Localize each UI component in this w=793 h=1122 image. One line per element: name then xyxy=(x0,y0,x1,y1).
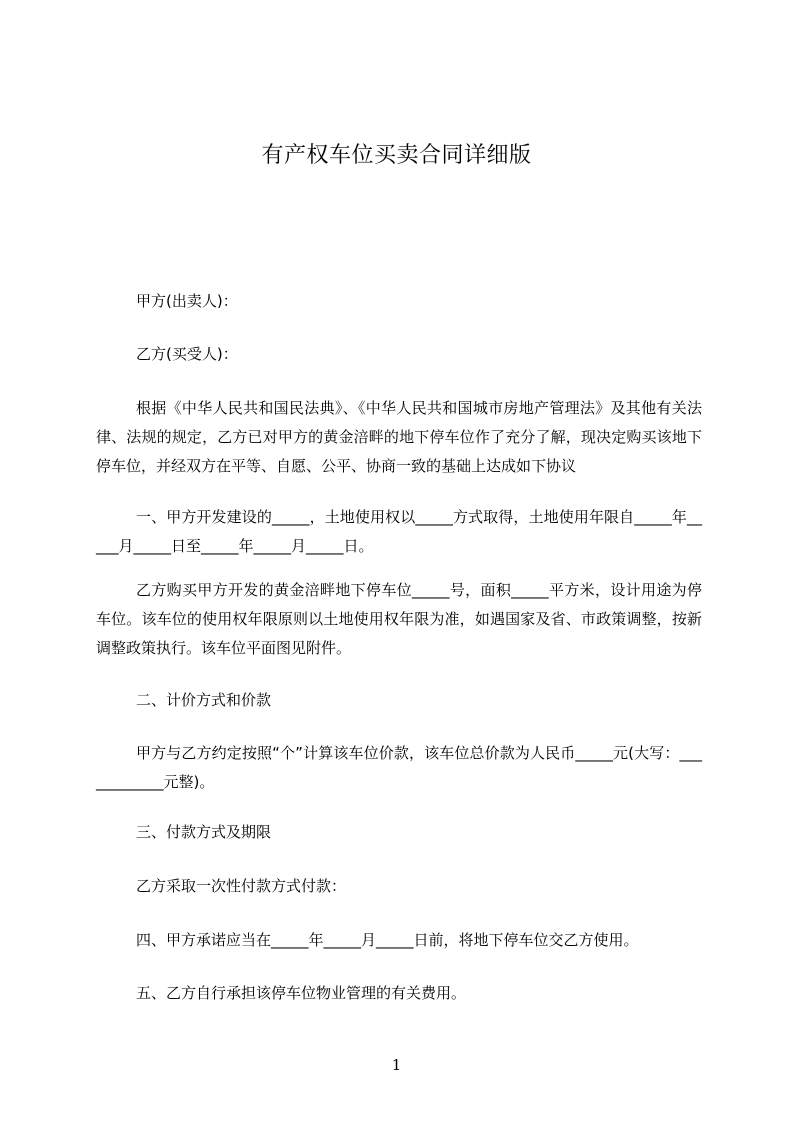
clause-2-paragraph: 甲方与乙方约定按照“个”计算该车位价款，该车位总价款为人民币_____元(大写：____________元整)。 xyxy=(96,744,702,791)
party-a-line: 甲方(出卖人)： xyxy=(136,292,238,310)
clause-1-paragraph: 一、甲方开发建设的_____，土地使用权以_____方式取得，土地使用年限自_____年_____月_____日至_____年_____月_____日。 xyxy=(96,508,702,555)
page-number: 1 xyxy=(391,1056,402,1074)
clause-3-paragraph: 乙方采取一次性付款方式付款： xyxy=(136,877,347,895)
clause-4-paragraph: 四、甲方承诺应当在_____年_____月_____日前，将地下停车位交乙方使用。 xyxy=(136,931,639,949)
clause-3-heading: 三、付款方式及期限 xyxy=(136,823,272,841)
clause-1-detail-paragraph: 乙方购买甲方开发的黄金涪畔地下停车位_____号，面积_____平方米，设计用途为停车位。该车位的使用权年限原则以土地使用权年限为准，如遇国家及省、市政策调整，按新调整政策执行。该车位平面图见附件。 xyxy=(96,581,702,657)
party-b-line: 乙方(买受人)： xyxy=(136,345,238,363)
clause-2-heading: 二、计价方式和价款 xyxy=(136,691,272,709)
document-title: 有产权车位买卖合同详细版 xyxy=(261,143,532,168)
clause-5-paragraph: 五、乙方自行承担该停车位物业管理的有关费用。 xyxy=(136,984,467,1002)
preamble-paragraph: 根据《中华人民共和国民法典》、《中华人民共和国城市房地产管理法》及其他有关法律、法规的规定，乙方已对甲方的黄金涪畔的地下停车位作了充分了解，现决定购买该地下停车位，并经双方在平等、自愿、公平、协商一致的基础上达成如下协议 xyxy=(96,399,702,475)
